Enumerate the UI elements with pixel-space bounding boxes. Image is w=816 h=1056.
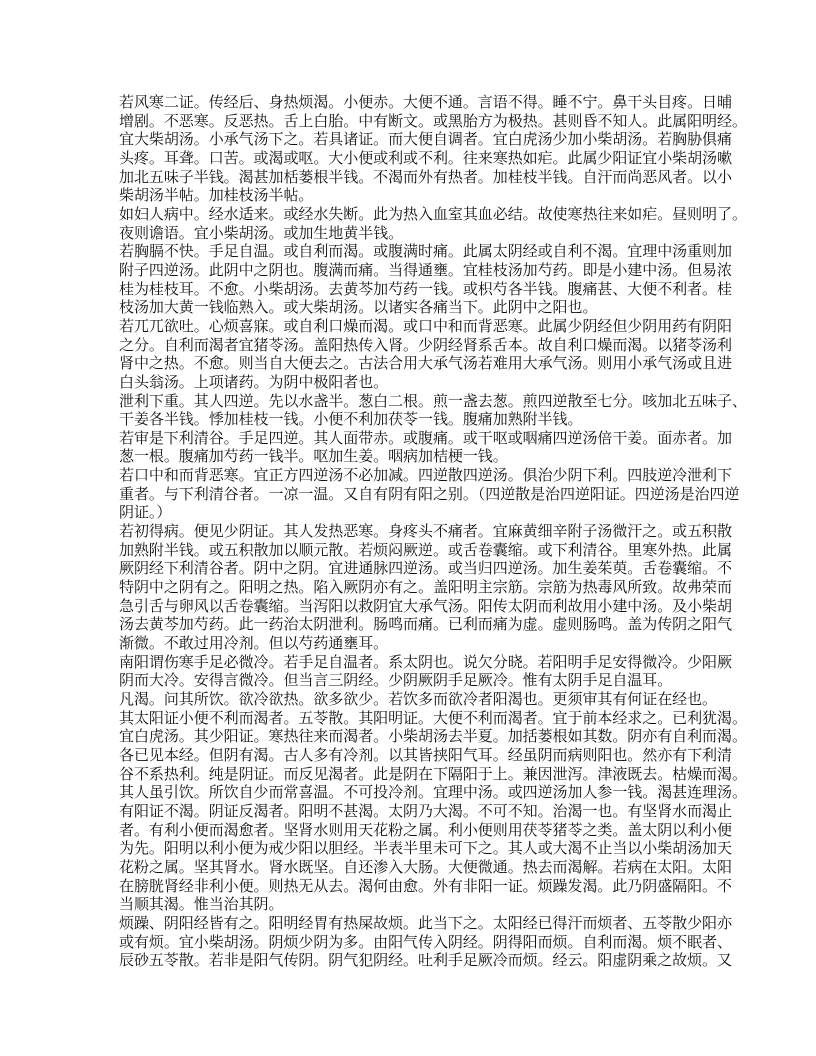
paragraph	[119, 466, 740, 522]
paragraph	[119, 690, 718, 709]
text-line: 若胸膈不快。手足自温。或自利而渴。或腹满时痛。此属太阴经或自利不渴。宜理中汤重则加	[119, 242, 732, 261]
text-line: 若风寒二证。传经后、身热烦渴。小便赤。大便不通。言语不得。睡不宁。鼻干头目疼。日晡	[119, 93, 732, 111]
text-line: 若兀兀欲吐。心烦喜寐。或自利口燥而渴。或口中和而背恶寒。此属少阴经但少阴用药有阴阳	[119, 316, 732, 335]
text-line: 南阳谓伤寒手足必微冷。若手足自温者。系太阴也。说欠分晓。若阳明手足安得微冷。少阳厥	[119, 652, 732, 671]
paragraph	[119, 522, 732, 653]
document-body	[119, 93, 747, 970]
text-line: 重者。与下利清谷者。一凉一温。又自有阴有阳之别。（四逆散是治四逆阳证。四逆汤是治四逆	[119, 484, 740, 503]
text-line: 夜则谵语。宜小柴胡汤。或加生地黄半钱。	[119, 223, 404, 242]
text-line: 其太阳证小便不利而渴者。五苓散。其阳明证。大便不利而渴者。宜于前本经求之。已利犹渴。	[119, 708, 747, 727]
paragraph	[119, 428, 732, 466]
text-line: 汤去黄芩加芍药。此一药治太阴泄利。肠鸣而痛。已利而痛为虚。虚则肠鸣。盖为传阴之阳气	[119, 615, 732, 634]
text-line: 加熟附半钱。或五积散加以顺元散。若烦闷厥逆。或舌卷囊缩。或下利清谷。里寒外热。此属	[119, 540, 732, 559]
text-line: 辰砂五苓散。若非是阳气传阴。阴气犯阴经。吐利手足厥冷而烦。经云。阳虚阴乘之故烦。又	[119, 951, 732, 970]
paragraph	[119, 913, 732, 970]
text-line: 有阳证不渴。阴证反渴者。阳明不甚渴。太阴乃大渴。不可不知。治渴一也。有坚肾水而渴止	[119, 801, 732, 820]
text-line: 若审是下利清谷。手足四逆。其人面带赤。或腹痛。或干呕或咽痛四逆汤倍干姜。面赤者。加	[119, 428, 732, 447]
paragraph	[119, 204, 747, 242]
text-line: 枝汤加大黄一钱临熟入。或大柴胡汤。以诸实各痛当下。此阴中之阳也。	[119, 298, 598, 317]
text-line: 当顺其渴。惟当治其阴。	[119, 895, 284, 914]
text-line: 为先。阳明以利小便为戒少阳以胆经。半表半里未可下之。其人或大渴不止当以小柴胡汤加天	[119, 839, 732, 858]
text-line: 急引舌与卵风以舌卷囊缩。当泻阳以救阴宜大承气汤。阳传太阴而利故用小建中汤。及小柴胡	[119, 596, 732, 615]
text-line: 头疼。耳聋。口苦。或渴或呕。大小便或利或不利。往来寒热如疟。此属少阳证宜小柴胡汤嗽	[119, 148, 732, 167]
text-line: 若初得病。便见少阴证。其人发热恶寒。身疼头不痛者。宜麻黄细辛附子汤微汗之。或五积散	[119, 522, 732, 541]
text-line: 桂为桂枝耳。不愈。小柴胡汤。去黄芩加芍药一钱。或枳芍各半钱。腹痛甚、大便不利者。桂	[119, 279, 732, 298]
text-line: 各已见本经。但阴有渴。古人多有冷剂。以其皆挟阳气耳。经虽阴而病则阳也。然亦有下利清	[119, 745, 732, 764]
text-line: 干姜各半钱。悸加桂枝一钱。小便不利加茯苓一钱。腹痛加熟附半钱。	[119, 410, 583, 429]
text-line: 如妇人病中。经水适来。或经水失断。此为热入血室其血必结。故使寒热往来如疟。昼则明了。	[119, 204, 747, 223]
text-line: 特阴中之阴有之。阳明之热。陷入厥阴亦有之。盖阳明主宗筋。宗筋为热毒风所致。故弗荣而	[119, 578, 732, 597]
text-line: 者。有利小便而渴愈者。坚肾水则用天花粉之属。利小便则用茯苓猪苓之类。盖太阴以利小便	[119, 820, 732, 839]
paragraph	[119, 708, 747, 914]
text-line: 宜白虎汤。其少阳证。寒热往来而渴者。小柴胡汤去半夏。加括蒌根如其数。阴亦有自利而渴。	[119, 727, 747, 746]
text-line: 白头翁汤。上项诸药。为阴中极阳者也。	[119, 372, 389, 391]
text-line: 之分。自利而渴者宜猪苓汤。盖阳热传入肾。少阴经肾系舌本。故自利口燥而渴。以猪苓汤利	[119, 335, 732, 354]
text-line: 阴证。）	[119, 503, 172, 522]
paragraph	[119, 391, 747, 429]
paragraph	[119, 316, 732, 392]
text-line: 附子四逆汤。此阴中之阴也。腹满而痛。当得通壅。宜桂枝汤加芍药。即是小建中汤。但易浓	[119, 260, 732, 279]
text-line: 葱一根。腹痛加芍药一钱半。呕加生姜。咽病加桔梗一钱。	[119, 447, 508, 466]
paragraph	[119, 93, 747, 205]
text-line: 或有烦。宜小柴胡汤。阴烦少阴为多。由阳气传入阴经。阴得阳而烦。自利而渴。烦不眠者、	[119, 932, 732, 951]
text-line: 其人虽引饮。所饮自少而常喜温。不可投冷剂。宜理中汤。或四逆汤加人参一钱。渴甚连理汤。	[119, 783, 747, 802]
text-line: 谷不系热利。纯是阴证。而反见渴者。此是阴在下隔阳于上。兼因泄泻。津液既去。枯燥而渴。	[119, 764, 747, 783]
text-line: 烦躁、阴阳经皆有之。阳明经胃有热屎故烦。此当下之。太阳经已得汗而烦者、五苓散少阳亦	[119, 913, 732, 932]
text-line: 厥阴经下利清谷者。阴中之阴。宜进通脉四逆汤。或当归四逆汤。加生姜茱萸。舌卷囊缩。不	[119, 559, 732, 578]
text-line: 若口中和而背恶寒。宜正方四逆汤不必加减。四逆散四逆汤。俱治少阴下利。四肢逆冷泄利下	[119, 466, 732, 485]
text-line: 加北五味子半钱。渴甚加栝蒌根半钱。不渴而外有热者。加桂枝半钱。自汗而尚恶风者。以小	[119, 167, 732, 186]
text-line: 阴而大冷。安得言微冷。但当言三阴经。少阴厥阴手足厥冷。惟有太阴手足自温耳。	[119, 671, 673, 690]
text-line: 增剧。不恶寒。反恶热。舌上白胎。中有断文。或黑胎方为极热。甚则昏不知人。此属阳明经。	[119, 111, 747, 130]
text-line: 花粉之属。坚其肾水。肾水既坚。自还渗入大肠。大便微通。热去而渴解。若病在太阳。太阳	[119, 857, 732, 876]
text-line: 凡渴。问其所饮。欲冷欲热。欲多欲少。若饮多而欲冷者阳渴也。更须审其有何证在经也。	[119, 690, 718, 708]
paragraph	[119, 242, 732, 317]
text-line: 肾中之热。不愈。则当自大便去之。古法合用大承气汤若难用大承气汤。则用小承气汤或且进	[119, 354, 732, 373]
text-line: 泄利下重。其人四逆。先以水盏半。葱白二根。煎一盏去葱。煎四逆散至七分。咳加北五味子、	[119, 391, 747, 410]
text-line: 宜大柴胡汤。小承气汤下之。若具诸证。而大便自调者。宜白虎汤少加小柴胡汤。若胸胁俱痛	[119, 130, 732, 149]
text-line: 渐微。不敢过用冷剂。但以芍药通壅耳。	[119, 634, 389, 653]
paragraph	[119, 652, 732, 690]
text-line: 柴胡汤半帖。加桂枝汤半帖。	[119, 186, 314, 205]
text-line: 在膀胱肾经非利小便。则热无从去。渴何由愈。外有非阳一证。烦躁发渴。此乃阴盛隔阳。不	[119, 876, 732, 895]
